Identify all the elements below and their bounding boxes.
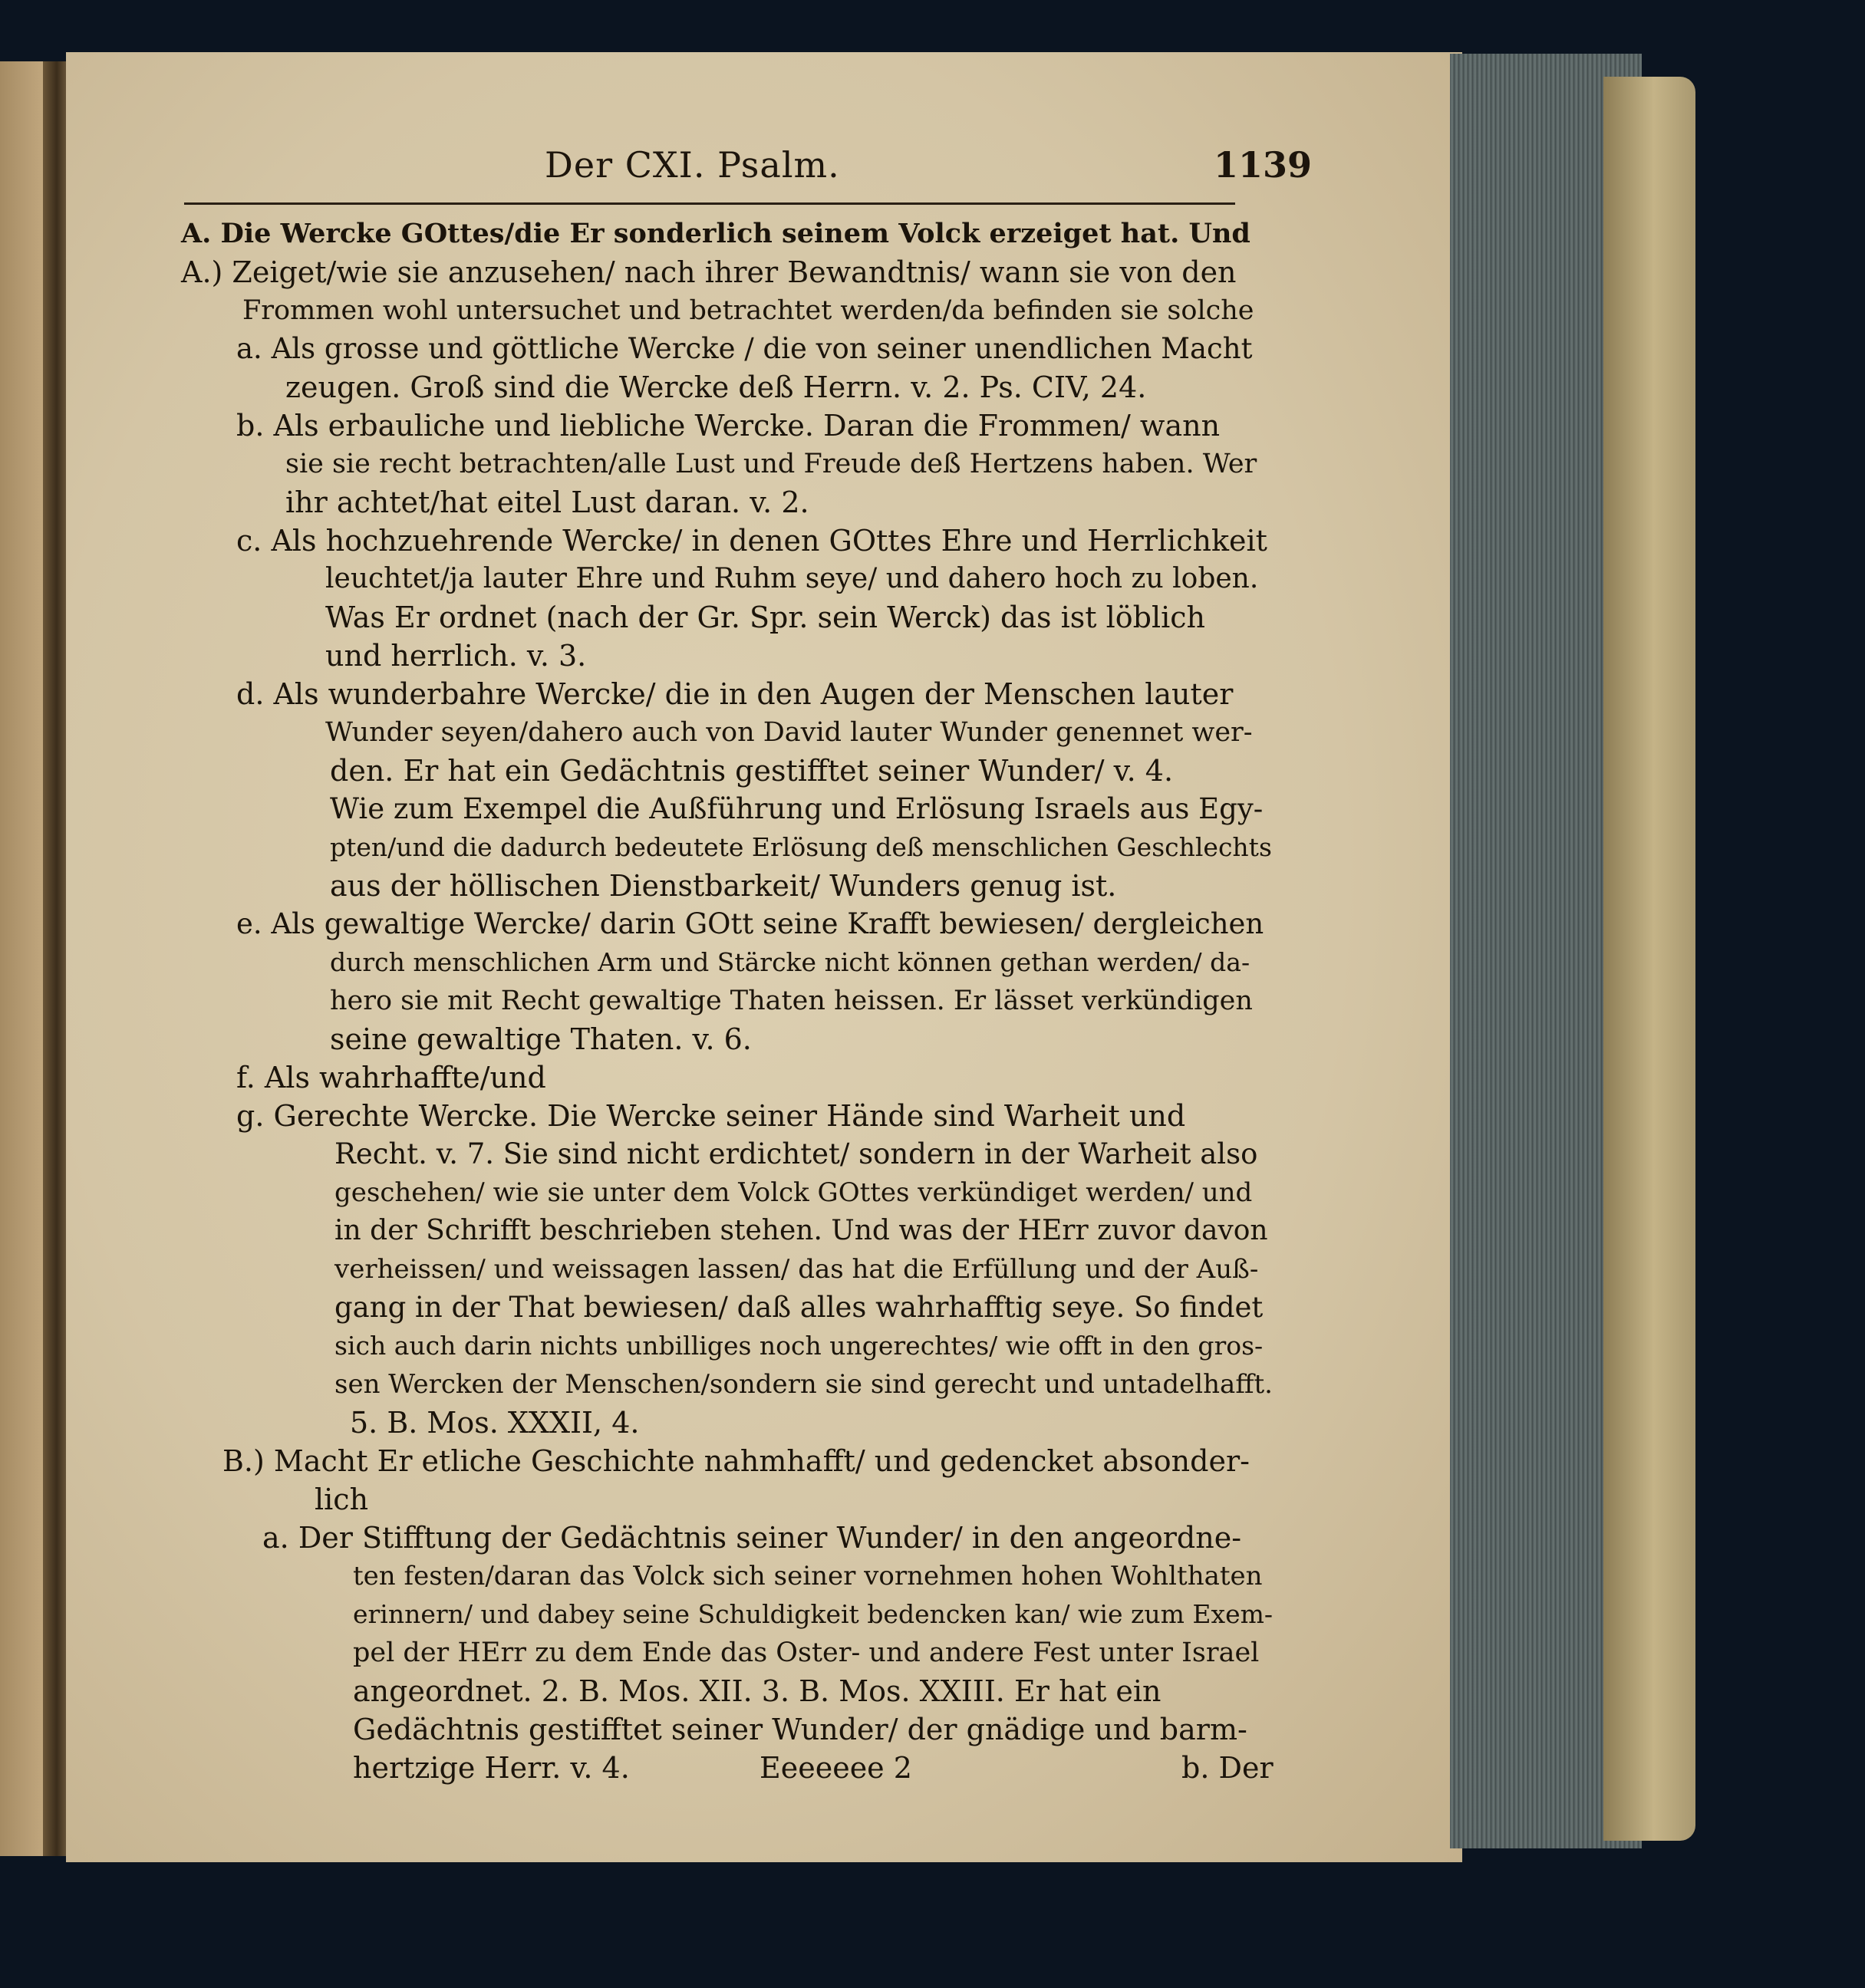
- text-line: ihr achtet/hat eitel Lust daran. v. 2.: [285, 485, 809, 519]
- text-line: leuchtet/ja lauter Ehre und Ruhm seye/ und dahero hoch zu loben.: [325, 563, 1259, 594]
- text-line: d. Als wunderbahre Wercke/ die in den Augen der Menschen lauter: [236, 677, 1234, 711]
- text-line: verheissen/ und weissagen lassen/ das hat die Erfüllung und der Auß-: [334, 1254, 1259, 1285]
- text-line: Recht. v. 7. Sie sind nicht erdichtet/ sondern in der Warheit also: [334, 1137, 1258, 1170]
- text-line: Frommen wohl untersuchet und betrachtet werden/da befinden sie solche: [242, 295, 1254, 326]
- text-line: c. Als hochzuehrende Wercke/ in denen GOttes Ehre und Herrlichkeit: [236, 524, 1267, 558]
- text-line: Wie zum Exempel die Außführung und Erlösung Israels aus Egy-: [330, 792, 1264, 825]
- text-line: sich auch darin nichts unbilliges noch ungerechtes/ wie offt in den gros-: [334, 1331, 1264, 1361]
- text-line: geschehen/ wie sie unter dem Volck GOttes verkündiget werden/ und: [334, 1177, 1253, 1208]
- text-line: f. Als wahrhaffte/und: [236, 1061, 546, 1094]
- text-line: ten festen/daran das Volck sich seiner vornehmen hohen Wohlthaten: [353, 1561, 1263, 1591]
- text-line: a. Als grosse und göttliche Wercke / die von seiner unendlichen Macht: [236, 332, 1253, 365]
- text-line: in der Schrifft beschrieben stehen. Und was der HErr zuvor davon: [334, 1215, 1268, 1246]
- text-line: g. Gerechte Wercke. Die Wercke seiner Hände sind Warheit und: [236, 1099, 1186, 1133]
- text-line: A.) Zeiget/wie sie anzusehen/ nach ihrer Bewandtnis/ wann sie von den: [181, 255, 1237, 289]
- text-line: den. Er hat ein Gedächtnis gestifftet seiner Wunder/ v. 4.: [330, 754, 1174, 788]
- text-line: Was Er ordnet (nach der Gr. Spr. sein Werck) das ist löblich: [325, 601, 1206, 634]
- text-line: hero sie mit Recht gewaltige Thaten heissen. Er lässet verkündigen: [330, 986, 1253, 1016]
- text-line: b. Als erbauliche und liebliche Wercke. Daran die Frommen/ wann: [236, 409, 1221, 443]
- page-number: 1139: [1213, 144, 1312, 186]
- text-line: pten/und die dadurch bedeutete Erlösung deß menschlichen Geschlechts: [330, 832, 1272, 862]
- text-line: durch menschlichen Arm und Stärcke nicht können gethan werden/ da-: [330, 947, 1250, 977]
- text-line: sie sie recht betrachten/alle Lust und Freude deß Hertzens haben. Wer: [285, 449, 1257, 479]
- text-line: seine gewaltige Thaten. v. 6.: [330, 1022, 752, 1056]
- text-line: 5. B. Mos. XXXII, 4.: [350, 1406, 640, 1440]
- text-line: und herrlich. v. 3.: [325, 639, 587, 673]
- text-line: sen Wercken der Menschen/sondern sie sind gerecht und untadelhafft.: [334, 1369, 1273, 1400]
- text-line: Gedächtnis gestifftet seiner Wunder/ der gnädige und barm-: [353, 1713, 1247, 1746]
- text-line: gang in der That bewiesen/ daß alles wahrhafftig seye. So findet: [334, 1291, 1264, 1324]
- text-line: angeordnet. 2. B. Mos. XII. 3. B. Mos. XXIII. Er hat ein: [353, 1674, 1162, 1708]
- catchword: b. Der: [1181, 1751, 1274, 1785]
- text-line: zeugen. Groß sind die Wercke deß Herrn. v. 2. Ps. CIV, 24.: [285, 370, 1147, 404]
- running-title: Der CXI. Psalm.: [545, 144, 840, 186]
- text-line: hertzige Herr. v. 4.: [353, 1751, 630, 1785]
- text-line: Wunder seyen/dahero auch von David lauter Wunder genennet wer-: [325, 717, 1253, 748]
- text-line: erinnern/ und dabey seine Schuldigkeit bedencken kan/ wie zum Exem-: [353, 1599, 1274, 1629]
- text-line: aus der höllischen Dienstbarkeit/ Wunders genug ist.: [330, 869, 1117, 903]
- text-line: e. Als gewaltige Wercke/ darin GOtt seine Krafft bewiesen/ dergleichen: [236, 907, 1264, 940]
- text-line: lich: [315, 1483, 369, 1516]
- text-line: a. Der Stifftung der Gedächtnis seiner Wunder/ in den angeordne-: [262, 1521, 1242, 1555]
- text-line: A. Die Wercke GOttes/die Er sonderlich seinem Volck erzeiget hat. Und: [181, 218, 1250, 249]
- text-line: B.) Macht Er etliche Geschichte nahmhafft/ und gedencket absonder-: [222, 1444, 1250, 1478]
- text-line: pel der HErr zu dem Ende das Oster- und andere Fest unter Israel: [353, 1637, 1260, 1668]
- signature-mark: Eeeeeee 2: [760, 1751, 912, 1785]
